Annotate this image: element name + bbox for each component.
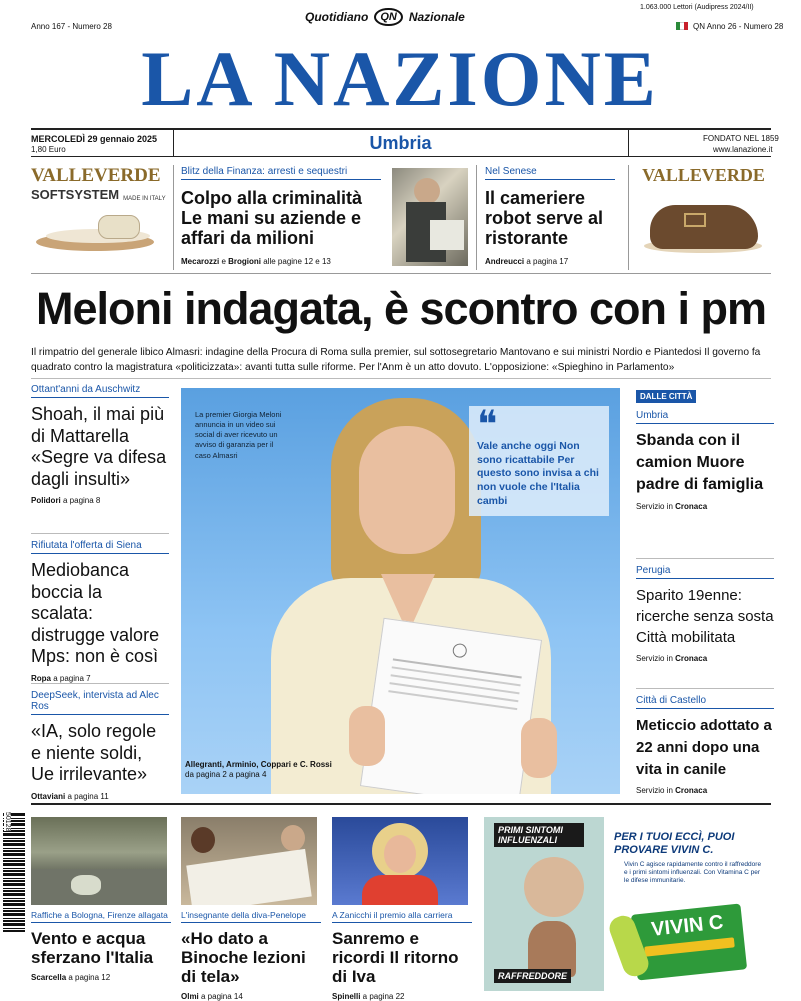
right-story-2-service: Servizio in Cronaca <box>636 654 708 663</box>
binoche-photo <box>181 817 317 905</box>
barcode-number: 50128 <box>4 812 11 832</box>
left-story-1-headline: Shoah, il mai più di Mattarella «Segre va difesa dagli insulti» <box>31 404 167 489</box>
right-story-1[interactable] <box>636 404 774 559</box>
flag-icon <box>676 22 688 30</box>
sandal-image <box>36 215 156 255</box>
finanza-photo <box>392 168 468 266</box>
ad-headline: PER I TUOI ECCÌ, PUOI PROVARE VIVIN C. <box>614 831 735 857</box>
ad-woman-shape <box>524 857 584 917</box>
main-headline[interactable]: Meloni indagata, è scontro con i pm <box>35 283 767 334</box>
ad-brand-right: VALLEVERDE <box>642 165 765 185</box>
left-story-1-byline: Polidori a pagina 8 <box>31 496 101 506</box>
dalle-citta-badge: DALLE CITTÀ <box>636 390 696 403</box>
left-story-2-byline: Ropa a pagina 7 <box>31 673 91 683</box>
vivinc-ad[interactable] <box>484 817 772 991</box>
left-story-3[interactable] <box>31 684 169 801</box>
bottom-story-2-byline: Olmi a pagina 14 <box>181 992 243 1001</box>
bottom-story-2-headline: «Ho dato a Binoche lezioni di tela» <box>181 929 306 987</box>
right-story-3[interactable] <box>636 689 774 809</box>
founded-info: FONDATO NEL 1859 <box>703 134 779 143</box>
left-story-3-kicker: DeepSeek, intervista ad Alec Ros <box>31 690 169 715</box>
left-story-2-headline: Mediobanca boccia la scalata: distrugge valore Mps: non è così <box>31 560 160 667</box>
bottom-story-3-kicker: A Zanicchi il premio alla carriera <box>332 910 472 923</box>
bottom-story-1-kicker: Raffiche a Bologna, Firenze allagata <box>31 910 171 923</box>
quote-text: Vale anche oggi Non sono ricattabile Per questo sono invisa a chi non vuole che l'Italia cambi <box>477 440 599 507</box>
qn-issue-info: QN Anno 26 - Numero 28 <box>693 22 784 31</box>
issue-info: Anno 167 - Numero 28 <box>31 22 112 31</box>
quote-box <box>469 406 609 516</box>
ad-bottom-tag: RAFFREDDORE <box>494 969 571 983</box>
photo-caption: La premier Giorgia Meloni annuncia in un video sui social di aver ricevuto un avviso di garanzia per il caso Almasri <box>195 410 282 460</box>
bottom-story-1-headline: Vento e acqua sferzano l'Italia <box>31 929 154 968</box>
ad-product-box <box>631 903 747 980</box>
right-story-1-kicker: Umbria <box>636 410 774 424</box>
right-story-3-headline: Meticcio adottato a 22 anni dopo una vita in canile <box>636 717 772 778</box>
issue-date: MERCOLEDÌ 29 gennaio 2025 <box>31 134 158 144</box>
top-story-1-byline: Mecarozzi e Brogioni alle pagine 12 e 13 <box>181 257 331 266</box>
zanicchi-photo <box>332 817 468 905</box>
network-right: Nazionale <box>408 10 465 24</box>
ad-brand: VIVIN C <box>650 911 725 941</box>
ad-body: Vivin C agisce rapidamente contro il raffreddore e i primi sintomi influenzali. Con Vitamina C per le difese immunitarie. <box>624 861 762 885</box>
left-column <box>31 384 169 801</box>
right-story-2-kicker: Perugia <box>636 565 774 579</box>
bottom-story-3-byline: Spinelli a pagina 22 <box>332 992 405 1001</box>
ad-made: MADE IN ITALY <box>123 196 166 202</box>
left-story-1[interactable] <box>31 384 169 534</box>
edition-name[interactable]: Umbria <box>369 133 432 153</box>
document-shape <box>360 618 542 794</box>
face-shape <box>359 426 455 554</box>
top-story-1-headline[interactable]: Colpo alla criminalità Le mani su aziende e affari da milioni <box>181 188 363 249</box>
ad-brand: VALLEVERDE <box>31 165 161 186</box>
right-story-1-service: Servizio in Cronaca <box>636 502 708 512</box>
right-story-2-headline: Sparito 19enne: ricerche senza sosta Città mobilitata <box>636 587 774 646</box>
bottom-story-3[interactable] <box>332 910 472 1001</box>
bottom-story-2[interactable] <box>181 910 321 1001</box>
photo-credits: Allegranti, Arminio, Coppari e C. Rossi da pagina 2 a pagina 4 <box>185 760 332 780</box>
bottom-story-2-kicker: L'insegnante della diva-Penelope <box>181 910 321 923</box>
left-story-1-kicker: Ottant'anni da Auschwitz <box>31 384 169 398</box>
qn-logo: QN <box>374 8 403 26</box>
right-column <box>636 386 774 809</box>
right-story-2[interactable] <box>636 559 774 689</box>
ad-sub: SOFTSYSTEM <box>31 187 120 202</box>
website-link[interactable]: www.lanazione.it <box>713 145 773 154</box>
right-story-3-kicker: Città di Castello <box>636 695 774 709</box>
newspaper-logo[interactable]: LA NAZIONE <box>141 35 659 122</box>
left-story-3-headline: «IA, solo regole e niente soldi, Ue irrilevante» <box>31 721 157 785</box>
issue-price: 1,80 Euro <box>31 145 66 154</box>
left-story-2-kicker: Rifiutata l'offerta di Siena <box>31 540 169 554</box>
right-story-1-headline: Sbanda con il camion Muore padre di famiglia <box>636 432 764 494</box>
bottom-story-1-byline: Scarcella a pagina 12 <box>31 973 111 983</box>
network-bar <box>305 8 465 26</box>
bottom-story-1[interactable] <box>31 910 171 982</box>
left-story-3-byline: Ottaviani a pagina 11 <box>31 791 109 801</box>
valleverde-ad-left[interactable] <box>31 165 166 265</box>
main-summary: Il rimpatrio del generale libico Almasri: indagine della Procura di Roma sulla premier, sul sottosegretario Mantovano e sui ministri Nordio e Piantedosi Il governo fa quadrato contro la magistratura «politicizzata»: avanti tutta sulle riforme. Per l'Anm è un atto dovuto. L'opposizione: «Spieghino in Parlamento» <box>31 347 761 373</box>
meloni-photo[interactable] <box>181 388 620 794</box>
left-story-2[interactable] <box>31 534 169 684</box>
valleverde-ad-right[interactable] <box>636 165 771 265</box>
top-story-2-kicker[interactable]: Nel Senese <box>485 166 615 180</box>
bottom-story-3-headline: Sanremo e ricordi Il ritorno di Iva <box>332 929 459 987</box>
ad-top-tag: PRIMI SINTOMI INFLUENZALI <box>494 823 584 847</box>
flood-photo <box>31 817 167 905</box>
top-story-2-headline[interactable]: Il cameriere robot serve al ristorante <box>485 188 604 249</box>
right-story-3-service: Servizio in Cronaca <box>636 786 708 796</box>
clog-image <box>644 195 764 259</box>
top-story-1-kicker[interactable]: Blitz della Finanza: arresti e sequestri <box>181 166 381 180</box>
top-story-2-byline: Andreucci a pagina 17 <box>485 257 569 266</box>
network-left: Quotidiano <box>305 10 369 24</box>
quote-mark-icon: ❝ <box>477 404 498 446</box>
readers-info: 1.063.000 Lettori (Audipress 2024/II) <box>640 4 754 11</box>
